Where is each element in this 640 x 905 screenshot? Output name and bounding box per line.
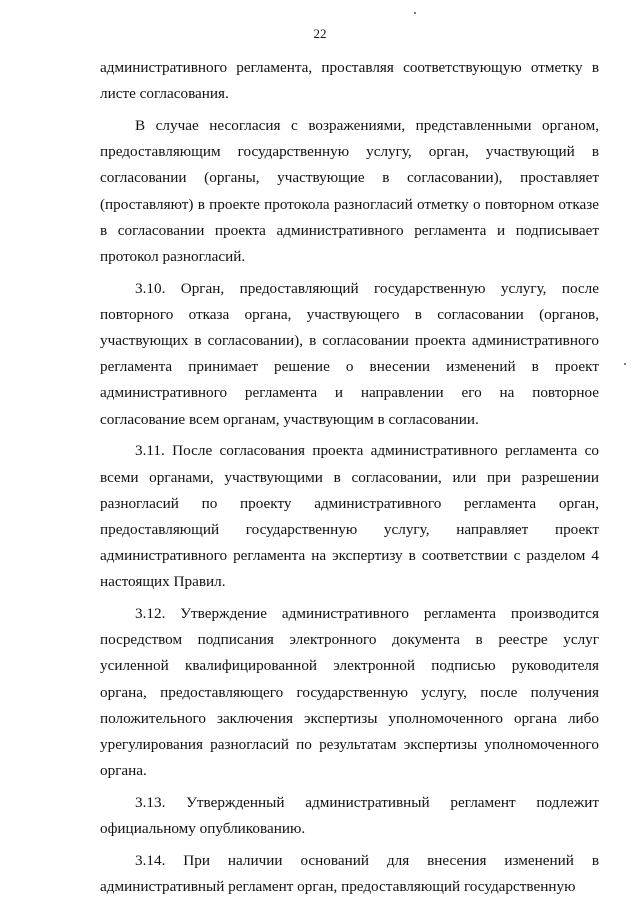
paragraph-3-12: 3.12. Утверждение административного регламента производится посредством подписания электронного документа в реестре услуг усиленной квалифицированной электронной подписью руководителя органа, предоставляющего государственную услугу, после получения положительного заключения экспертизы уполномоченного органа либо урегулирования разногласий по результатам экспертизы уполномоченного органа. (100, 605, 599, 780)
paragraph-3-11: 3.11. После согласования проекта административного регламента со всеми органами, участвующими в согласовании, или при разрешении разногласий по проекту административного регламента орган, предоставляющий государственную услугу, направляет проект административного регламента на экспертизу в соответствии с разделом 4 настоящих Правил. (100, 442, 599, 591)
page-number: 22 (313, 26, 327, 41)
paragraph-disagreement: В случае несогласия с возражениями, представленными органом, предоставляющим государственную услугу, орган, участвующий в согласовании (органы, участвующие в согласовании), проставляет (проставляют) в проекте протокола разногласий отметку о повторном отказе в согласовании проекта административного регламента и подписывает протокол разногласий. (100, 116, 599, 265)
scan-speck (624, 363, 626, 365)
paragraph-continuation: административного регламента, проставляя соответствующую отметку в листе согласования. (100, 59, 599, 103)
paragraph-3-13: 3.13. Утвержденный административный регламент подлежит официальному опубликованию. (100, 793, 599, 838)
paragraph-3-14: 3.14. При наличии оснований для внесения изменений в административный регламент орган, предоставляющий государственную (100, 851, 599, 896)
document-body (100, 55, 599, 900)
paragraph-3-10: 3.10. Орган, предоставляющий государственную услугу, после повторного отказа органа, участвующего в согласовании (органов, участвующих в согласовании), в согласовании проекта административного регламента принимает решение о внесении изменений в проект административного регламента и направлении его на повторное согласование всем органам, участвующим в согласовании. (100, 279, 599, 428)
scan-speck (414, 12, 416, 14)
